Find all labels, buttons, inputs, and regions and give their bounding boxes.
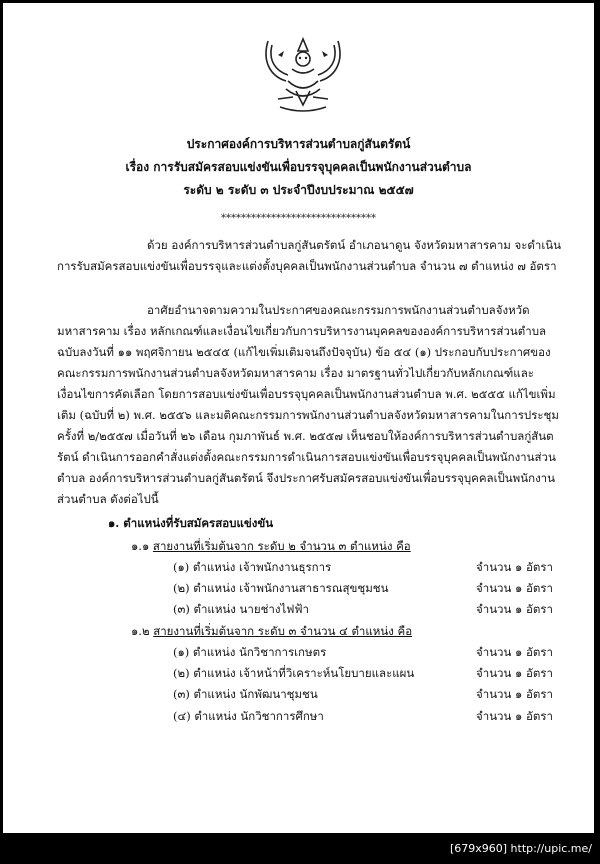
position-quantity: จำนวน ๑ อัตรา bbox=[476, 645, 553, 659]
position-quantity: จำนวน ๑ อัตรา bbox=[476, 687, 553, 701]
position-quantity: จำนวน ๑ อัตรา bbox=[476, 560, 553, 574]
subsection-1-1-heading: สายงานที่เริ่มต้นจาก ระดับ ๒ จำนวน ๓ ตำแหน่ง คือ bbox=[152, 539, 411, 553]
announcement-subject: เรื่อง การรับสมัครสอบแข่งขันเพื่อบรรจุบุคคลเป็นพนักงานส่วนตำบล bbox=[125, 160, 472, 174]
announcement-level: ระดับ ๒ ระดับ ๓ ประจำปีงบประมาณ ๒๕๕๗ bbox=[183, 183, 414, 197]
position-row bbox=[3, 601, 594, 621]
position-row bbox=[3, 665, 594, 685]
position-row bbox=[3, 708, 594, 728]
position-name: (๓) ตำแหน่ง นายช่างไฟฟ้า bbox=[173, 602, 310, 616]
paragraph-authority-text: อาศัยอำนาจตามความในประกาศของคณะกรรมการพนักงานส่วนตำบลจังหวัดมหาสารคาม เรื่อง หลักเกณฑ์และเงื่อนไขเกี่ยวกับการบริหารงานบุคคลขององค์การบริหารส่วนตำบล ฉบับลงวันที่ ๑๑ พฤศจิกายน ๒๕๔๕ (แก้ไขเพิ่มเติมจนถึงปัจจุบัน) ข้อ ๕๔ (๑) ประกอบกับประกาศของคณะกรรมการพนักงานส่วนตำบลจังหวัดมหาสารคาม เรื่อง มาตรฐานทั่วไปเกี่ยวกับหลักเกณฑ์และเงื่อนไขการคัดเลือก โดยการสอบแข่งขันเพื่อบรรจุบุคคลเป็นพนักงานส่วนตำบล พ.ศ. ๒๕๕๕ แก้ไขเพิ่มเติม (ฉบับที่ ๒) พ.ศ. ๒๕๕๖ และมติคณะกรรมการพนักงานส่วนตำบลจังหวัดมหาสารคามในการประชุมครั้งที่ ๒/๒๕๕๗ เมื่อวันที่ ๒๖ เดือน กุมภาพันธ์ พ.ศ. ๒๕๕๗ เห็นชอบให้องค์การบริหารส่วนตำบลกู่สันตรัตน์ ดำเนินการออกคำสั่งแต่งตั้งคณะกรรมการดำเนินการสอบแข่งขันเพื่อบรรจุบุคคลเป็นพนักงานส่วนตำบล องค์การบริหารส่วนตำบลกู่สันตรัตน์ จึงประกาศรับสมัครสอบแข่งขันเพื่อบรรจุบุคคลเป็นพนักงานส่วนตำบล ดังต่อไปนี้ bbox=[57, 303, 559, 506]
position-name: (๓) ตำแหน่ง นักพัฒนาชุมชน bbox=[173, 687, 318, 701]
position-row bbox=[3, 580, 594, 600]
position-name: (๑) ตำแหน่ง นักวิชาการเกษตร bbox=[173, 645, 327, 659]
document-page bbox=[3, 3, 594, 833]
position-name: (๒) ตำแหน่ง เจ้าพนักงานสาธารณสุขชุมชน bbox=[173, 581, 389, 595]
subsection-1-2-number: ๑.๒ bbox=[131, 624, 150, 638]
announcement-title: ประกาศองค์การบริหารส่วนตำบลกู่สันตรัตน์ bbox=[186, 137, 411, 151]
paragraph-authority bbox=[57, 300, 567, 510]
paragraph-intro bbox=[57, 235, 567, 277]
section-1-heading: ๑. ตำแหน่งที่รับสมัครสอบแข่งขัน bbox=[108, 516, 274, 530]
subsection-1-2-heading: สายงานที่เริ่มต้นจาก ระดับ ๓ จำนวน ๔ ตำแหน่ง คือ bbox=[153, 624, 413, 638]
position-quantity: จำนวน ๑ อัตรา bbox=[476, 666, 553, 680]
position-quantity: จำนวน ๑ อัตรา bbox=[476, 602, 553, 616]
position-name: (๒) ตำแหน่ง เจ้าหน้าที่วิเคราะห์นโยบายและแผน bbox=[173, 666, 415, 680]
paragraph-intro-text: ด้วย องค์การบริหารส่วนตำบลกู่สันตรัตน์ อำเภอนาดูน จังหวัดมหาสารคาม จะดำเนินการรับสมัครสอบแข่งขันเพื่อบรรจุและแต่งตั้งบุคคลเป็นพนักงานส่วนตำบล จำนวน ๗ ตำแหน่ง ๗ อัตรา bbox=[57, 238, 562, 273]
garuda-emblem-icon bbox=[258, 31, 348, 116]
position-row bbox=[3, 559, 594, 579]
position-row bbox=[3, 644, 594, 664]
position-quantity: จำนวน ๑ อัตรา bbox=[476, 709, 553, 723]
position-name: (๑) ตำแหน่ง เจ้าพนักงานธุรการ bbox=[173, 560, 332, 574]
image-host-watermark: [679x960] http://upic.me/ bbox=[449, 842, 592, 855]
position-row bbox=[3, 686, 594, 706]
subsection-1-1 bbox=[131, 538, 411, 556]
subsection-1-1-number: ๑.๑ bbox=[131, 539, 150, 553]
separator: ******************************* bbox=[221, 213, 376, 224]
position-quantity: จำนวน ๑ อัตรา bbox=[476, 581, 553, 595]
subsection-1-2 bbox=[131, 623, 412, 641]
position-name: (๔) ตำแหน่ง นักวิชาการศึกษา bbox=[173, 709, 324, 723]
